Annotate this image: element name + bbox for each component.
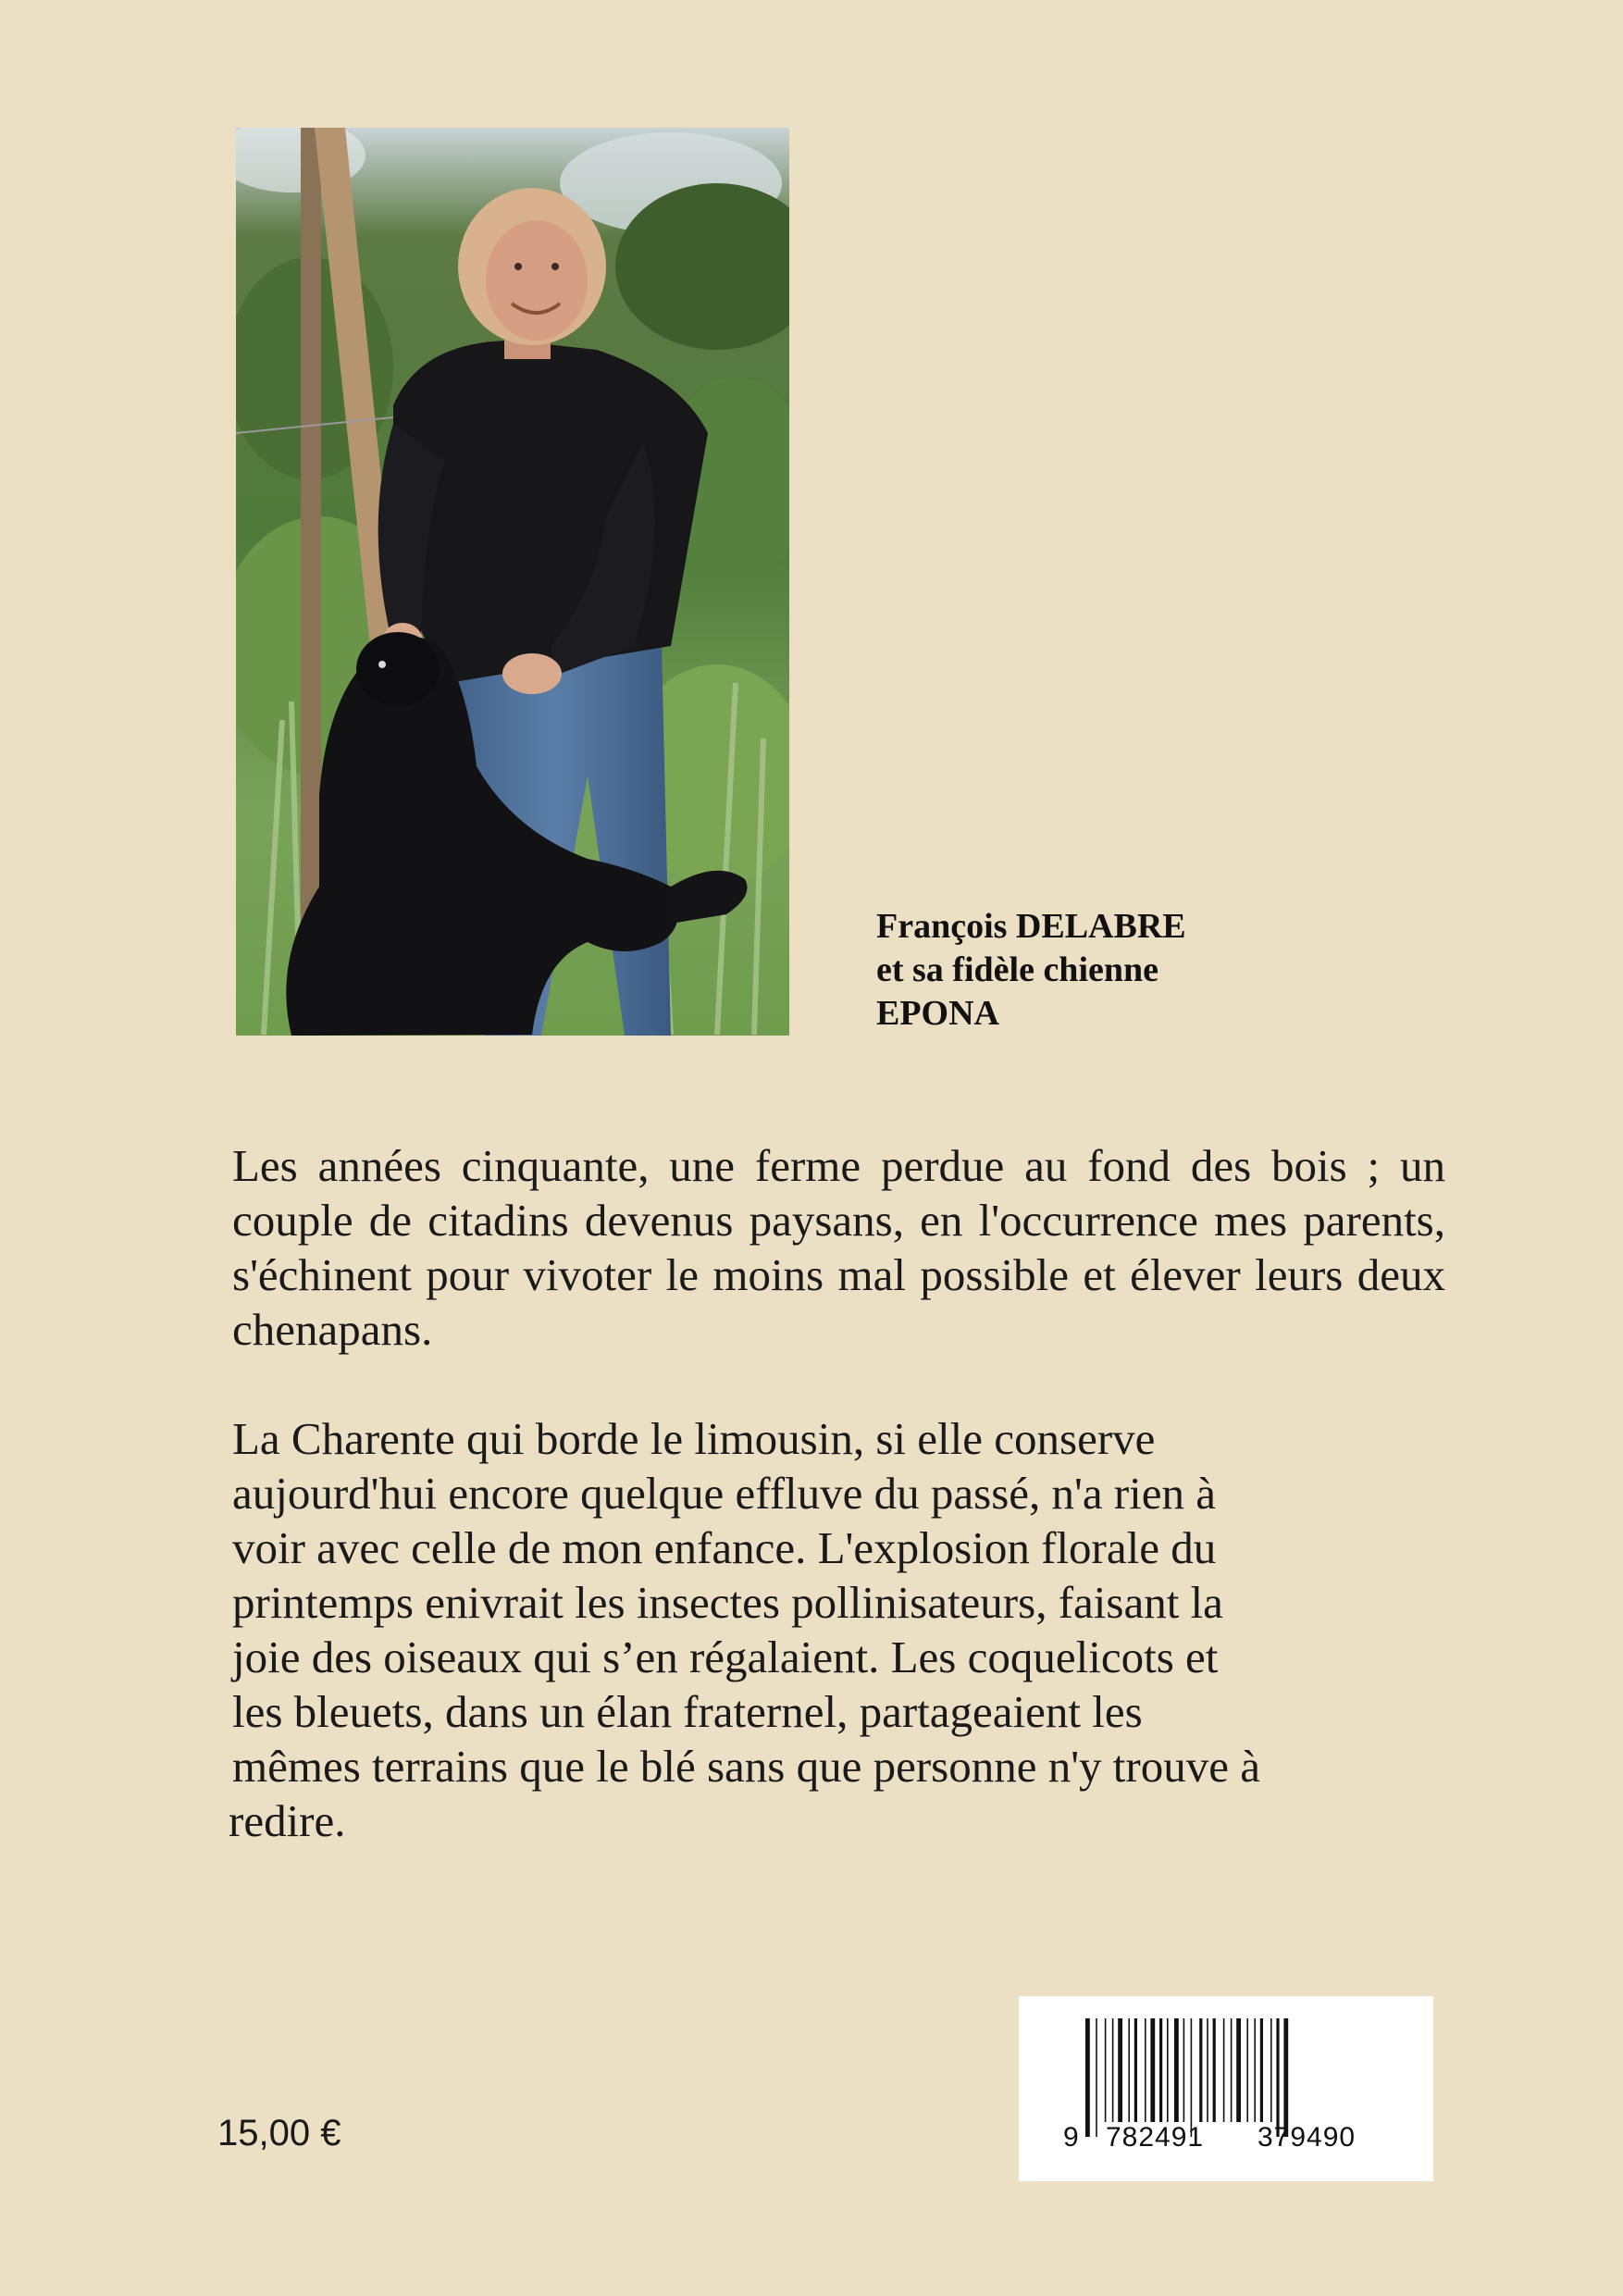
- barcode-bar: [1194, 2018, 1198, 2137]
- barcode-bar: [1147, 2018, 1149, 2122]
- barcode-bar: [1170, 2018, 1172, 2122]
- barcode-first-digit: 9: [1063, 2122, 1080, 2153]
- barcode-bar: [1134, 2018, 1137, 2122]
- caption-line-2: et sa fidèle chienne: [876, 950, 1159, 989]
- barcode-bar: [1167, 2018, 1169, 2122]
- paragraph-2-line: voir avec celle de mon enfance. L'explosion florale du: [232, 1522, 1217, 1573]
- caption-dog-name: EPONA: [876, 994, 999, 1033]
- barcode-bar: [1207, 2018, 1208, 2122]
- barcode-bar: [1174, 2018, 1179, 2122]
- barcode-bar: [1281, 2018, 1282, 2137]
- barcode-bar: [1273, 2018, 1275, 2122]
- price-label: 15,00 €: [217, 2113, 341, 2153]
- barcode-bar: [1260, 2018, 1263, 2122]
- isbn-barcode: [1019, 1996, 1433, 2181]
- barcode-left-digits: 782491: [1106, 2122, 1205, 2153]
- paragraph-2-line: La Charente qui borde le limousin, si elle conserve: [232, 1413, 1156, 1464]
- barcode-bar: [1226, 2018, 1229, 2122]
- barcode-bar: [1118, 2018, 1122, 2122]
- caption-author-name: François DELABRE: [876, 907, 1186, 946]
- barcode-bar: [1115, 2018, 1117, 2122]
- barcode-bar: [1223, 2018, 1225, 2122]
- barcode-bar: [1270, 2018, 1272, 2122]
- barcode-bar: [1157, 2018, 1158, 2122]
- barcode-bar: [1085, 2018, 1090, 2137]
- barcode-bar: [1191, 2018, 1193, 2137]
- paragraph-2: [229, 1411, 1445, 1848]
- barcode-bar: [1124, 2018, 1127, 2122]
- barcode-bar: [1112, 2018, 1114, 2122]
- barcode-bar: [1183, 2018, 1185, 2122]
- barcode-bar: [1254, 2018, 1256, 2122]
- barcode-bar: [1231, 2018, 1233, 2122]
- barcode-bar: [1139, 2018, 1144, 2122]
- paragraph-2-line: joie des oiseaux qui s’en régalaient. Les coquelicots et: [232, 1632, 1219, 1682]
- photo-caption: [876, 905, 1357, 1036]
- paragraph-2-line: printemps enivrait les insectes pollinisateurs, faisant la: [232, 1577, 1223, 1628]
- barcode-bar: [1098, 2018, 1103, 2122]
- barcode-bar: [1180, 2018, 1182, 2122]
- barcode-bar: [1199, 2018, 1202, 2122]
- barcode-right-digits: 379490: [1258, 2122, 1357, 2153]
- barcode-bar: [1276, 2018, 1279, 2137]
- paragraph-2-line: les bleuets, dans un élan fraternel, partageaient les: [232, 1686, 1143, 1737]
- barcode-bar: [1150, 2018, 1155, 2122]
- barcode-bar: [1265, 2018, 1270, 2122]
- barcode-bar: [1091, 2018, 1094, 2137]
- barcode-bar: [1243, 2018, 1245, 2122]
- barcode-bar: [1258, 2018, 1259, 2122]
- barcode-bar: [1204, 2018, 1206, 2122]
- barcode-bar: [1186, 2018, 1189, 2137]
- barcode-bars: [1019, 1996, 1433, 2181]
- barcode-bar: [1213, 2018, 1216, 2122]
- barcode-bar: [1108, 2018, 1110, 2122]
- paragraph-1: Les années cinquante, une ferme perdue au fond des bois ; un couple de citadins devenus paysans, en l'occurrence mes parents, s'échinent pour vivoter le moins mal possible et élever leurs deux chenapans.: [232, 1140, 1445, 1355]
- barcode-bar: [1283, 2018, 1288, 2137]
- barcode-bar: [1128, 2018, 1130, 2122]
- back-cover-text: [229, 1138, 1445, 1848]
- barcode-bar: [1246, 2018, 1248, 2122]
- barcode-bar: [1105, 2018, 1107, 2122]
- barcode-bar: [1209, 2018, 1211, 2122]
- barcode-bar: [1159, 2018, 1162, 2122]
- barcode-bar: [1145, 2018, 1146, 2122]
- barcode-bar: [1236, 2018, 1241, 2122]
- barcode-bar: [1233, 2018, 1235, 2122]
- paragraph-2-line: mêmes terrains que le blé sans que personne n'y trouve à: [232, 1741, 1260, 1792]
- paragraph-2-line: redire.: [229, 1795, 346, 1846]
- paragraph-2-line: aujourd'hui encore quelque effluve du passé, n'a rien à: [232, 1468, 1217, 1519]
- barcode-bar: [1096, 2018, 1097, 2137]
- author-photo: [236, 128, 789, 1036]
- barcode-bar: [1250, 2018, 1253, 2122]
- barcode-bar: [1132, 2018, 1134, 2122]
- barcode-bar: [1164, 2018, 1166, 2122]
- barcode-bar: [1217, 2018, 1221, 2122]
